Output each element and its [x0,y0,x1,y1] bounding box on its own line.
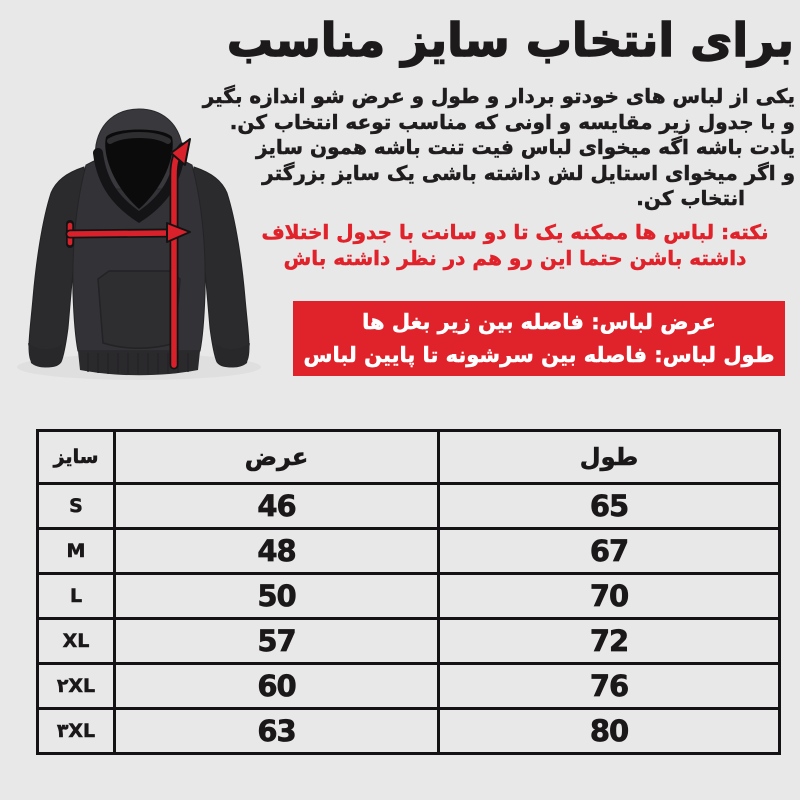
intro-line: و با جدول زیر مقایسه و اونی که مناسب توعه انتخاب کن. [229,109,795,134]
page-title: برای انتخاب سایز مناسب [226,13,794,67]
intro-line: و اگر میخوای استایل لش داشته باشی یک سایز بزرگتر [262,160,795,185]
tolerance-note [235,219,795,271]
size-label: XL [38,619,115,664]
size-table-row [38,574,780,619]
intro-line: یکی از لباس های خودتو بردار و طول و عرض شو اندازه بگیر [202,84,795,108]
size-label: ۲XL [38,664,115,709]
size-label: L [38,574,115,619]
length-value: 70 [439,574,780,619]
size-table-row [38,619,780,664]
width-value: 46 [115,484,439,529]
width-value: 60 [115,664,439,709]
size-table-header-size: سایز [38,431,115,484]
size-table-row [38,664,780,709]
note-line: نکته: لباس ها ممکنه یک تا دو سانت با جدول اختلاف [261,220,769,244]
size-table-header-length: طول [439,431,780,484]
size-label: ۳XL [38,709,115,754]
note-line: داشته باشن حتما این رو هم در نظر داشته باش [283,246,747,270]
intro-paragraph [202,84,795,212]
width-value: 50 [115,574,439,619]
size-label: S [38,484,115,529]
size-table-row [38,709,780,754]
hoodie-figure [6,103,272,385]
width-value: 57 [115,619,439,664]
size-label: M [38,529,115,574]
length-value: 65 [439,484,780,529]
width-value: 63 [115,709,439,754]
measurement-definitions-box [293,301,785,376]
size-table-header-row [38,431,780,484]
definition-line: عرض لباس: فاصله بین زیر بغل ها [362,309,716,334]
size-table-row [38,484,780,529]
hoodie-kangaroo-pocket [98,271,180,348]
size-table-row [38,529,780,574]
hoodie-illustration [6,103,272,385]
definition-line: طول لباس: فاصله بین سرشونه تا پایین لباس [303,342,775,367]
size-table-header-width: عرض [115,431,439,484]
size-table [36,429,781,755]
width-arrow [70,233,172,234]
length-value: 67 [439,529,780,574]
length-value: 76 [439,664,780,709]
hoodie-hem-band [78,351,200,375]
intro-line: یادت باشه اگه میخوای لباس فیت تنت باشه همون سایز [255,135,795,159]
width-value: 48 [115,529,439,574]
length-value: 72 [439,619,780,664]
length-value: 80 [439,709,780,754]
intro-line: انتخاب کن. [636,186,745,210]
